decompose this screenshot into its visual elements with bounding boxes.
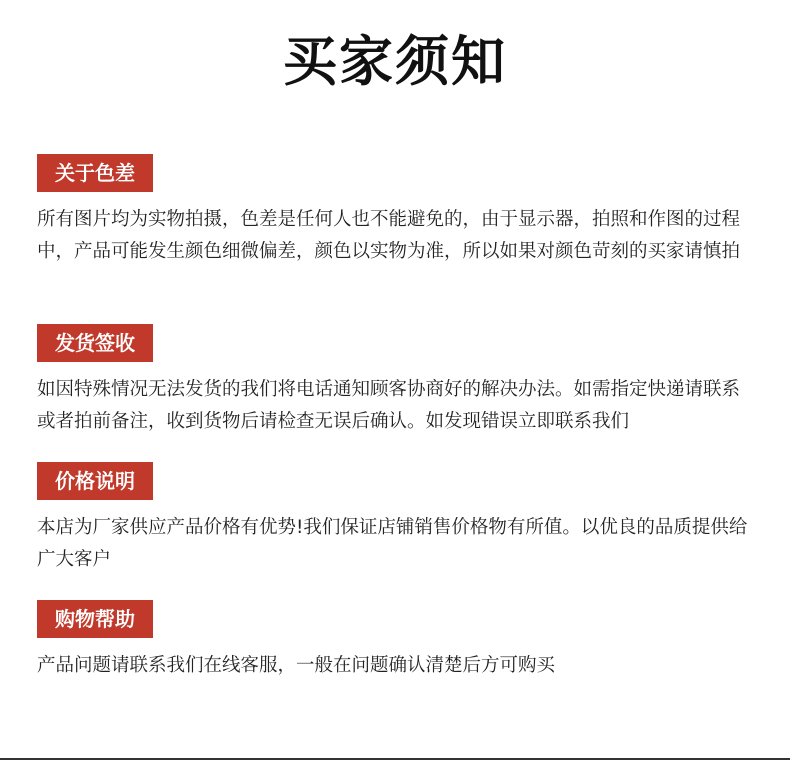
- section-price-info: [37, 462, 757, 576]
- section-color-difference: [37, 154, 757, 268]
- section-heading-color-difference: 关于色差: [37, 154, 153, 192]
- section-heading-price-info: 价格说明: [37, 462, 153, 500]
- section-heading-shopping-help: 购物帮助: [37, 600, 153, 638]
- section-text-shopping-help: 产品问题请联系我们在线客服，一般在问题确认清楚后方可购买: [37, 655, 556, 676]
- page-title: 买家须知: [283, 30, 507, 93]
- section-heading-shipping-receipt: 发货签收: [37, 324, 153, 362]
- section-shipping-receipt: [37, 324, 757, 438]
- section-text-shipping-receipt: 如因特殊情况无法发货的我们将电话通知顾客协商好的解决办法。如需指定快递请联系或者拍前备注，收到货物后请检查无误后确认。如发现错误立即联系我们: [37, 379, 741, 432]
- section-shopping-help: [37, 600, 757, 682]
- section-text-color-difference: 所有图片均为实物拍摄，色差是任何人也不能避免的，由于显示器，拍照和作图的过程中，产品可能发生颜色细微偏差，颜色以实物为准，所以如果对颜色苛刻的买家请慎拍: [37, 209, 741, 262]
- section-text-price-info: 本店为厂家供应产品价格有优势!我们保证店铺销售价格物有所值。以优良的品质提供给广大客户: [37, 517, 748, 570]
